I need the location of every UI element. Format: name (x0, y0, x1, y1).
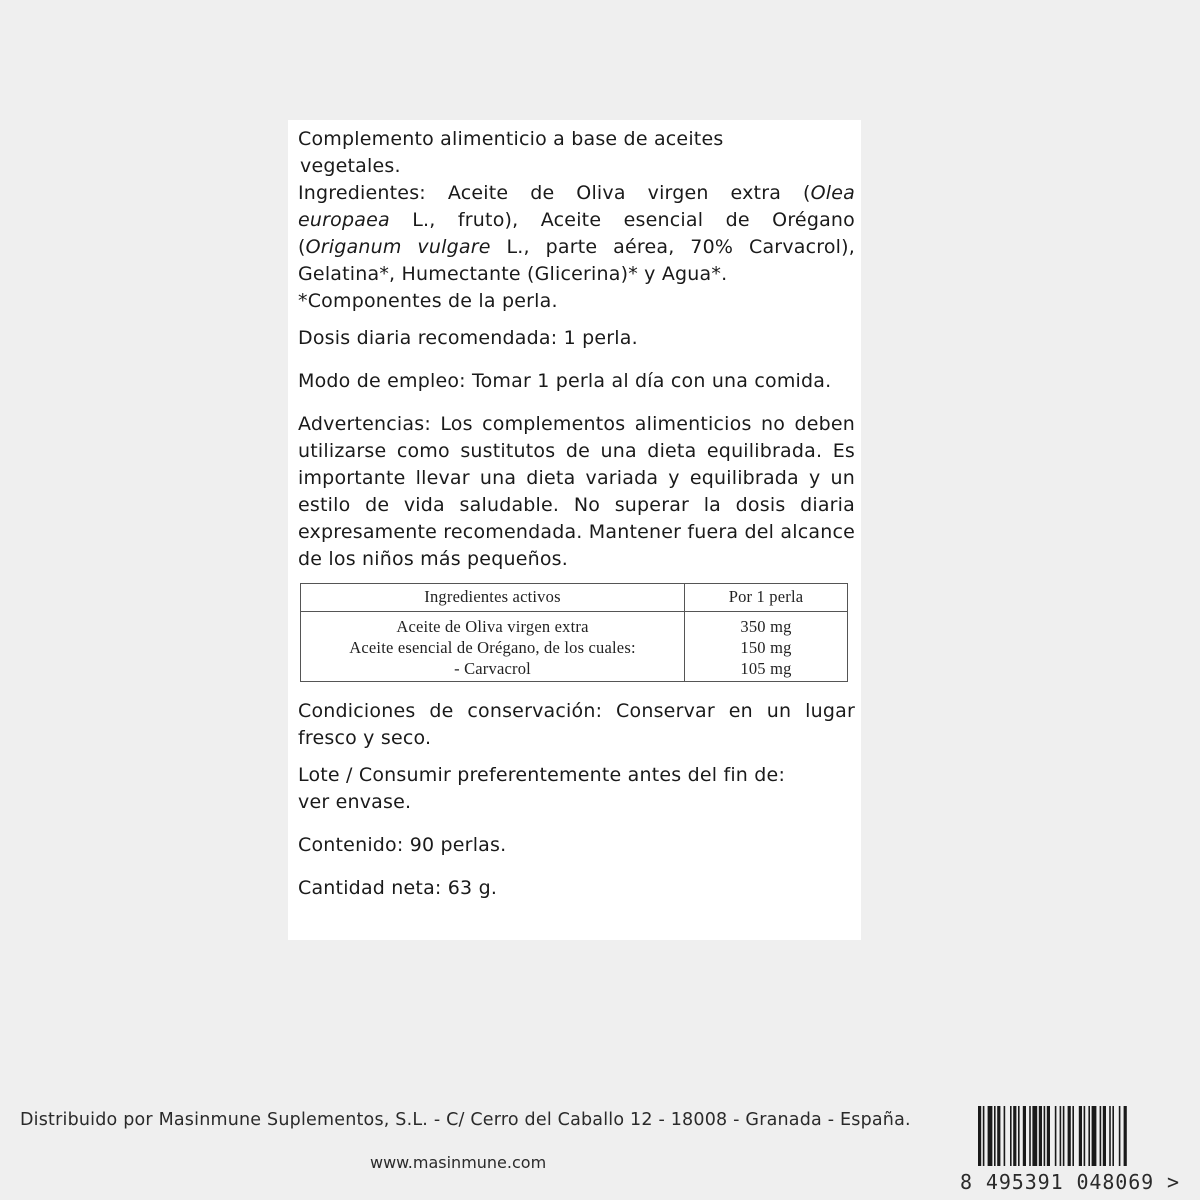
barcode-bar (1092, 1106, 1097, 1166)
barcode-bar (1032, 1106, 1037, 1166)
net-quantity: Cantidad neta: 63 g. (298, 877, 498, 899)
barcode-bar (1072, 1106, 1074, 1166)
ingredients-suffix: L., parte aérea, 70% Carvacrol), Gelatina*, Humectante (Glicerina)* y Agua*. (298, 236, 855, 285)
barcode-bars (978, 1106, 1174, 1166)
ingredients-paragraph (298, 180, 855, 288)
intro-line-2: vegetales. (300, 155, 401, 177)
barcode-bar (978, 1106, 981, 1166)
barcode (960, 1106, 1190, 1194)
table-cell-amounts (685, 612, 848, 682)
ingredient-amount: 350 mg (740, 617, 792, 636)
ingredient-amount: 105 mg (740, 659, 792, 678)
barcode-bar (1068, 1106, 1071, 1166)
latin-name-olive: Olea europaea (298, 182, 855, 231)
barcode-bar (1047, 1106, 1050, 1166)
table-header-ingredients: Ingredientes activos (301, 584, 685, 612)
barcode-bar (1029, 1106, 1031, 1166)
barcode-bar (1124, 1106, 1127, 1166)
barcode-bar (1084, 1106, 1086, 1166)
barcode-bar (1060, 1106, 1062, 1166)
barcode-bar (1044, 1106, 1046, 1166)
intro-line-1: Complemento alimenticio a base de aceites (298, 128, 724, 150)
barcode-bar (988, 1106, 993, 1166)
daily-dose: Dosis diaria recomendada: 1 perla. (298, 327, 638, 349)
barcode-bar (1010, 1106, 1012, 1166)
product-label-panel (288, 120, 861, 940)
latin-name-oregano: Origanum vulgare (305, 236, 491, 258)
ingredient-name: - Carvacrol (454, 659, 531, 678)
barcode-bar (1100, 1106, 1102, 1166)
barcode-bar (1079, 1106, 1082, 1166)
distributor-info: Distribuido por Masinmune Suplementos, S.L. - C/ Cerro del Caballo 12 - 18008 - Granada - España. (20, 1110, 911, 1130)
active-ingredients-table (300, 583, 848, 682)
barcode-bar (1103, 1106, 1106, 1166)
lot-line-1: Lote / Consumir preferentemente antes del fin de: (298, 764, 786, 786)
lot-line-2: ver envase. (298, 791, 412, 813)
components-note: *Componentes de la perla. (298, 290, 558, 312)
storage-conditions: Condiciones de conservación: Conservar en un lugar fresco y seco. (298, 700, 855, 749)
barcode-bar (1109, 1106, 1111, 1166)
barcode-bar (1004, 1106, 1006, 1166)
warnings-paragraph: Advertencias: Los complementos alimenticios no deben utilizarse como sustitutos de una dieta equilibrada. Es importante llevar una dieta variada y equilibrada y un estilo de vida saludable. No superar la dosis diaria expresamente recomendada. Mantener fuera del alcance de los niños más pequeños. (298, 413, 855, 570)
ingredients-mid: L., fruto), Aceite esencial de Orégano ( (298, 209, 855, 258)
barcode-bar (1119, 1106, 1121, 1166)
table-row (301, 612, 848, 682)
barcode-bar (983, 1106, 985, 1166)
barcode-digits: 8 495391 048069 > (960, 1170, 1180, 1194)
content-amount: Contenido: 90 perlas. (298, 834, 507, 856)
ingredient-name: Aceite de Oliva virgen extra (396, 617, 589, 636)
barcode-bar (1112, 1106, 1114, 1166)
barcode-bar (1018, 1106, 1020, 1166)
ingredient-name: Aceite esencial de Orégano, de los cuales: (349, 638, 636, 657)
barcode-bar (1063, 1106, 1065, 1166)
website-url: www.masinmune.com (370, 1153, 547, 1172)
ingredients-prefix: Ingredientes: Aceite de Oliva virgen extra ( (298, 182, 811, 204)
barcode-bar (1023, 1106, 1026, 1166)
barcode-bar (1088, 1106, 1090, 1166)
usage-instructions: Modo de empleo: Tomar 1 perla al día con una comida. (298, 370, 832, 392)
barcode-bar (1039, 1106, 1042, 1166)
barcode-bar (994, 1106, 996, 1166)
barcode-bar (1055, 1106, 1057, 1166)
barcode-bar (1013, 1106, 1016, 1166)
barcode-bar (997, 1106, 1000, 1166)
table-header-row (301, 584, 848, 612)
ingredient-amount: 150 mg (740, 638, 792, 657)
table-header-per-pearl: Por 1 perla (685, 584, 848, 612)
table-cell-ingredient-names (301, 612, 685, 682)
